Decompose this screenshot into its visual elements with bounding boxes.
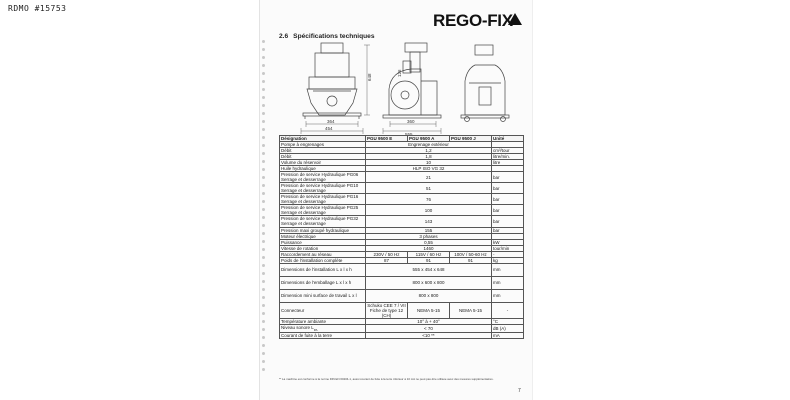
row-value: HLP ISO VG 32 bbox=[366, 166, 492, 172]
table-row bbox=[280, 172, 524, 183]
section-number: 2.6 bbox=[279, 33, 289, 40]
spec-table bbox=[279, 135, 524, 339]
row-unit: bar bbox=[492, 205, 524, 216]
row-value: 800 x 600 x 800 bbox=[366, 276, 492, 289]
row-label: Dimensions de l'installation L x l x h bbox=[280, 263, 366, 276]
row-value: Engrenage extérieur bbox=[366, 142, 492, 148]
row-value-a: NEMA 5-15 bbox=[408, 302, 450, 318]
row-label: Puissance bbox=[280, 239, 366, 245]
row-unit: tour/min bbox=[492, 245, 524, 251]
row-label: Pression de service Hydraulique PG25 Serrage et desserrage bbox=[280, 205, 366, 216]
row-value-a: 91 bbox=[408, 257, 450, 263]
section-title: Spécifications techniques bbox=[293, 33, 375, 40]
row-value: 1,2 bbox=[366, 148, 492, 154]
row-value: < 70 bbox=[366, 324, 492, 332]
table-row bbox=[280, 263, 524, 276]
row-label: Moteur électrique bbox=[280, 233, 366, 239]
row-label: Volume du réservoir bbox=[280, 160, 366, 166]
dim-front-outer: 454 bbox=[325, 126, 333, 131]
table-row bbox=[280, 324, 524, 332]
row-value: 10° à + 40° bbox=[366, 318, 492, 324]
table-row bbox=[280, 276, 524, 289]
header-unit: Unité bbox=[492, 136, 524, 142]
row-label: Pompe à engrenages bbox=[280, 142, 366, 148]
brand-logo: REGO-FIX bbox=[433, 11, 513, 30]
row-label: Débit bbox=[280, 154, 366, 160]
row-label bbox=[280, 324, 366, 332]
row-value: 51 bbox=[366, 183, 492, 194]
brand-logo-triangle-icon bbox=[508, 13, 522, 25]
dim-side-b: 555 bbox=[405, 132, 413, 136]
page-number: 7 bbox=[518, 388, 521, 394]
row-unit: °C bbox=[492, 318, 524, 324]
row-unit: litre bbox=[492, 160, 524, 166]
row-value-j: 100V / 50-60 Hz bbox=[450, 251, 492, 257]
dim-height: 648 bbox=[367, 73, 372, 81]
row-value: 555 x 454 x 648 bbox=[366, 263, 492, 276]
row-label: Vitesse de rotation bbox=[280, 245, 366, 251]
row-value: 1460 bbox=[366, 245, 492, 251]
footnote: ** La machine est conforme à la norme DIN EN 60204-1, aussi courant de fuite à la terre inférieur à 10 mA ne peut pas être utilisée avec des mesures supplémentaires. bbox=[279, 377, 494, 381]
row-value: 155 bbox=[366, 227, 492, 233]
row-unit: - bbox=[492, 302, 524, 318]
row-unit: litre/min. bbox=[492, 154, 524, 160]
binding-holes bbox=[262, 40, 266, 380]
row-label: Débit bbox=[280, 148, 366, 154]
row-label: Poids de l'installation complète bbox=[280, 257, 366, 263]
row-label: Pression de service Hydraulique PG10 Serrage et desserrage bbox=[280, 183, 366, 194]
scan-label: RDMO #15753 bbox=[8, 4, 67, 13]
row-unit: kg bbox=[492, 257, 524, 263]
row-unit: bar bbox=[492, 216, 524, 227]
row-label: Température ambiante bbox=[280, 318, 366, 324]
row-value-e: 230V / 50 Hz bbox=[366, 251, 408, 257]
row-value-a: 115V / 60 Hz bbox=[408, 251, 450, 257]
row-unit: bar bbox=[492, 183, 524, 194]
row-label: Pression de service Hydraulique PG32 Serrage et desserrage bbox=[280, 216, 366, 227]
header-pgu-e: PGU 9500 E bbox=[366, 136, 408, 142]
front-view-drawing bbox=[301, 43, 370, 134]
row-value-j: 91 bbox=[450, 257, 492, 263]
row-unit: kW bbox=[492, 239, 524, 245]
header-designation: Désignation bbox=[280, 136, 366, 142]
row-label: Pression de service Hydraulique PG06 Serrage et desserrage bbox=[280, 172, 366, 183]
row-unit: bar bbox=[492, 194, 524, 205]
table-row-connecteur bbox=[280, 302, 524, 318]
row-value: 800 x 800 bbox=[366, 289, 492, 302]
row-label: Dimensions de l'emballage L x l x h bbox=[280, 276, 366, 289]
dim-small: 126 bbox=[397, 69, 402, 77]
row-unit: mm bbox=[492, 289, 524, 302]
row-unit: bar bbox=[492, 227, 524, 233]
table-row bbox=[280, 333, 524, 339]
row-value: 100 bbox=[366, 205, 492, 216]
row-value: 10 bbox=[366, 160, 492, 166]
row-unit: - bbox=[492, 251, 524, 257]
table-row bbox=[280, 194, 524, 205]
row-label: Dimension mini surface de travail L x l bbox=[280, 289, 366, 302]
row-unit: dB (A) bbox=[492, 324, 524, 332]
row-value: 76 bbox=[366, 194, 492, 205]
table-row bbox=[280, 205, 524, 216]
dim-front-inner: 364 bbox=[327, 119, 335, 124]
technical-drawings bbox=[279, 41, 525, 136]
row-value-e: Schuko CEE 7 / VII Fiche de type 12 (CH) bbox=[367, 302, 406, 318]
dim-side-a: 360 bbox=[407, 119, 415, 124]
header-pgu-j: PGU 9500 J bbox=[450, 136, 492, 142]
row-value: 3 phases bbox=[366, 233, 492, 239]
header-pgu-a: PGU 9500 A bbox=[408, 136, 450, 142]
row-unit: cm³/tour bbox=[492, 148, 524, 154]
row-label: Pression maxi groupé hydraulique bbox=[280, 227, 366, 233]
row-value: 1,8 bbox=[366, 154, 492, 160]
row-value: <10 ** bbox=[366, 333, 492, 339]
row-value: 21 bbox=[366, 172, 492, 183]
table-row bbox=[280, 216, 524, 227]
row-label-sub: PA bbox=[313, 327, 318, 332]
back-view-drawing bbox=[461, 45, 509, 122]
row-label: Raccordement au réseau bbox=[280, 251, 366, 257]
row-label: Pression de service Hydraulique PG16 Serrage et desserrage bbox=[280, 194, 366, 205]
row-unit: mm bbox=[492, 276, 524, 289]
row-value-e: 87 bbox=[366, 257, 408, 263]
table-row bbox=[280, 183, 524, 194]
table-row bbox=[280, 289, 524, 302]
row-unit: bar bbox=[492, 172, 524, 183]
row-value-j: NEMA 5-15 bbox=[450, 302, 492, 318]
row-label: Courant de fuite à la terre bbox=[280, 333, 366, 339]
row-label: Huile hydraulique bbox=[280, 166, 366, 172]
row-label-text: Niveau sonore L bbox=[281, 324, 314, 330]
section-heading bbox=[279, 33, 375, 40]
row-unit: mA bbox=[492, 333, 524, 339]
row-value: 143 bbox=[366, 216, 492, 227]
row-value: 0,55 bbox=[366, 239, 492, 245]
row-unit: mm bbox=[492, 263, 524, 276]
row-label: Connecteur bbox=[280, 302, 366, 318]
